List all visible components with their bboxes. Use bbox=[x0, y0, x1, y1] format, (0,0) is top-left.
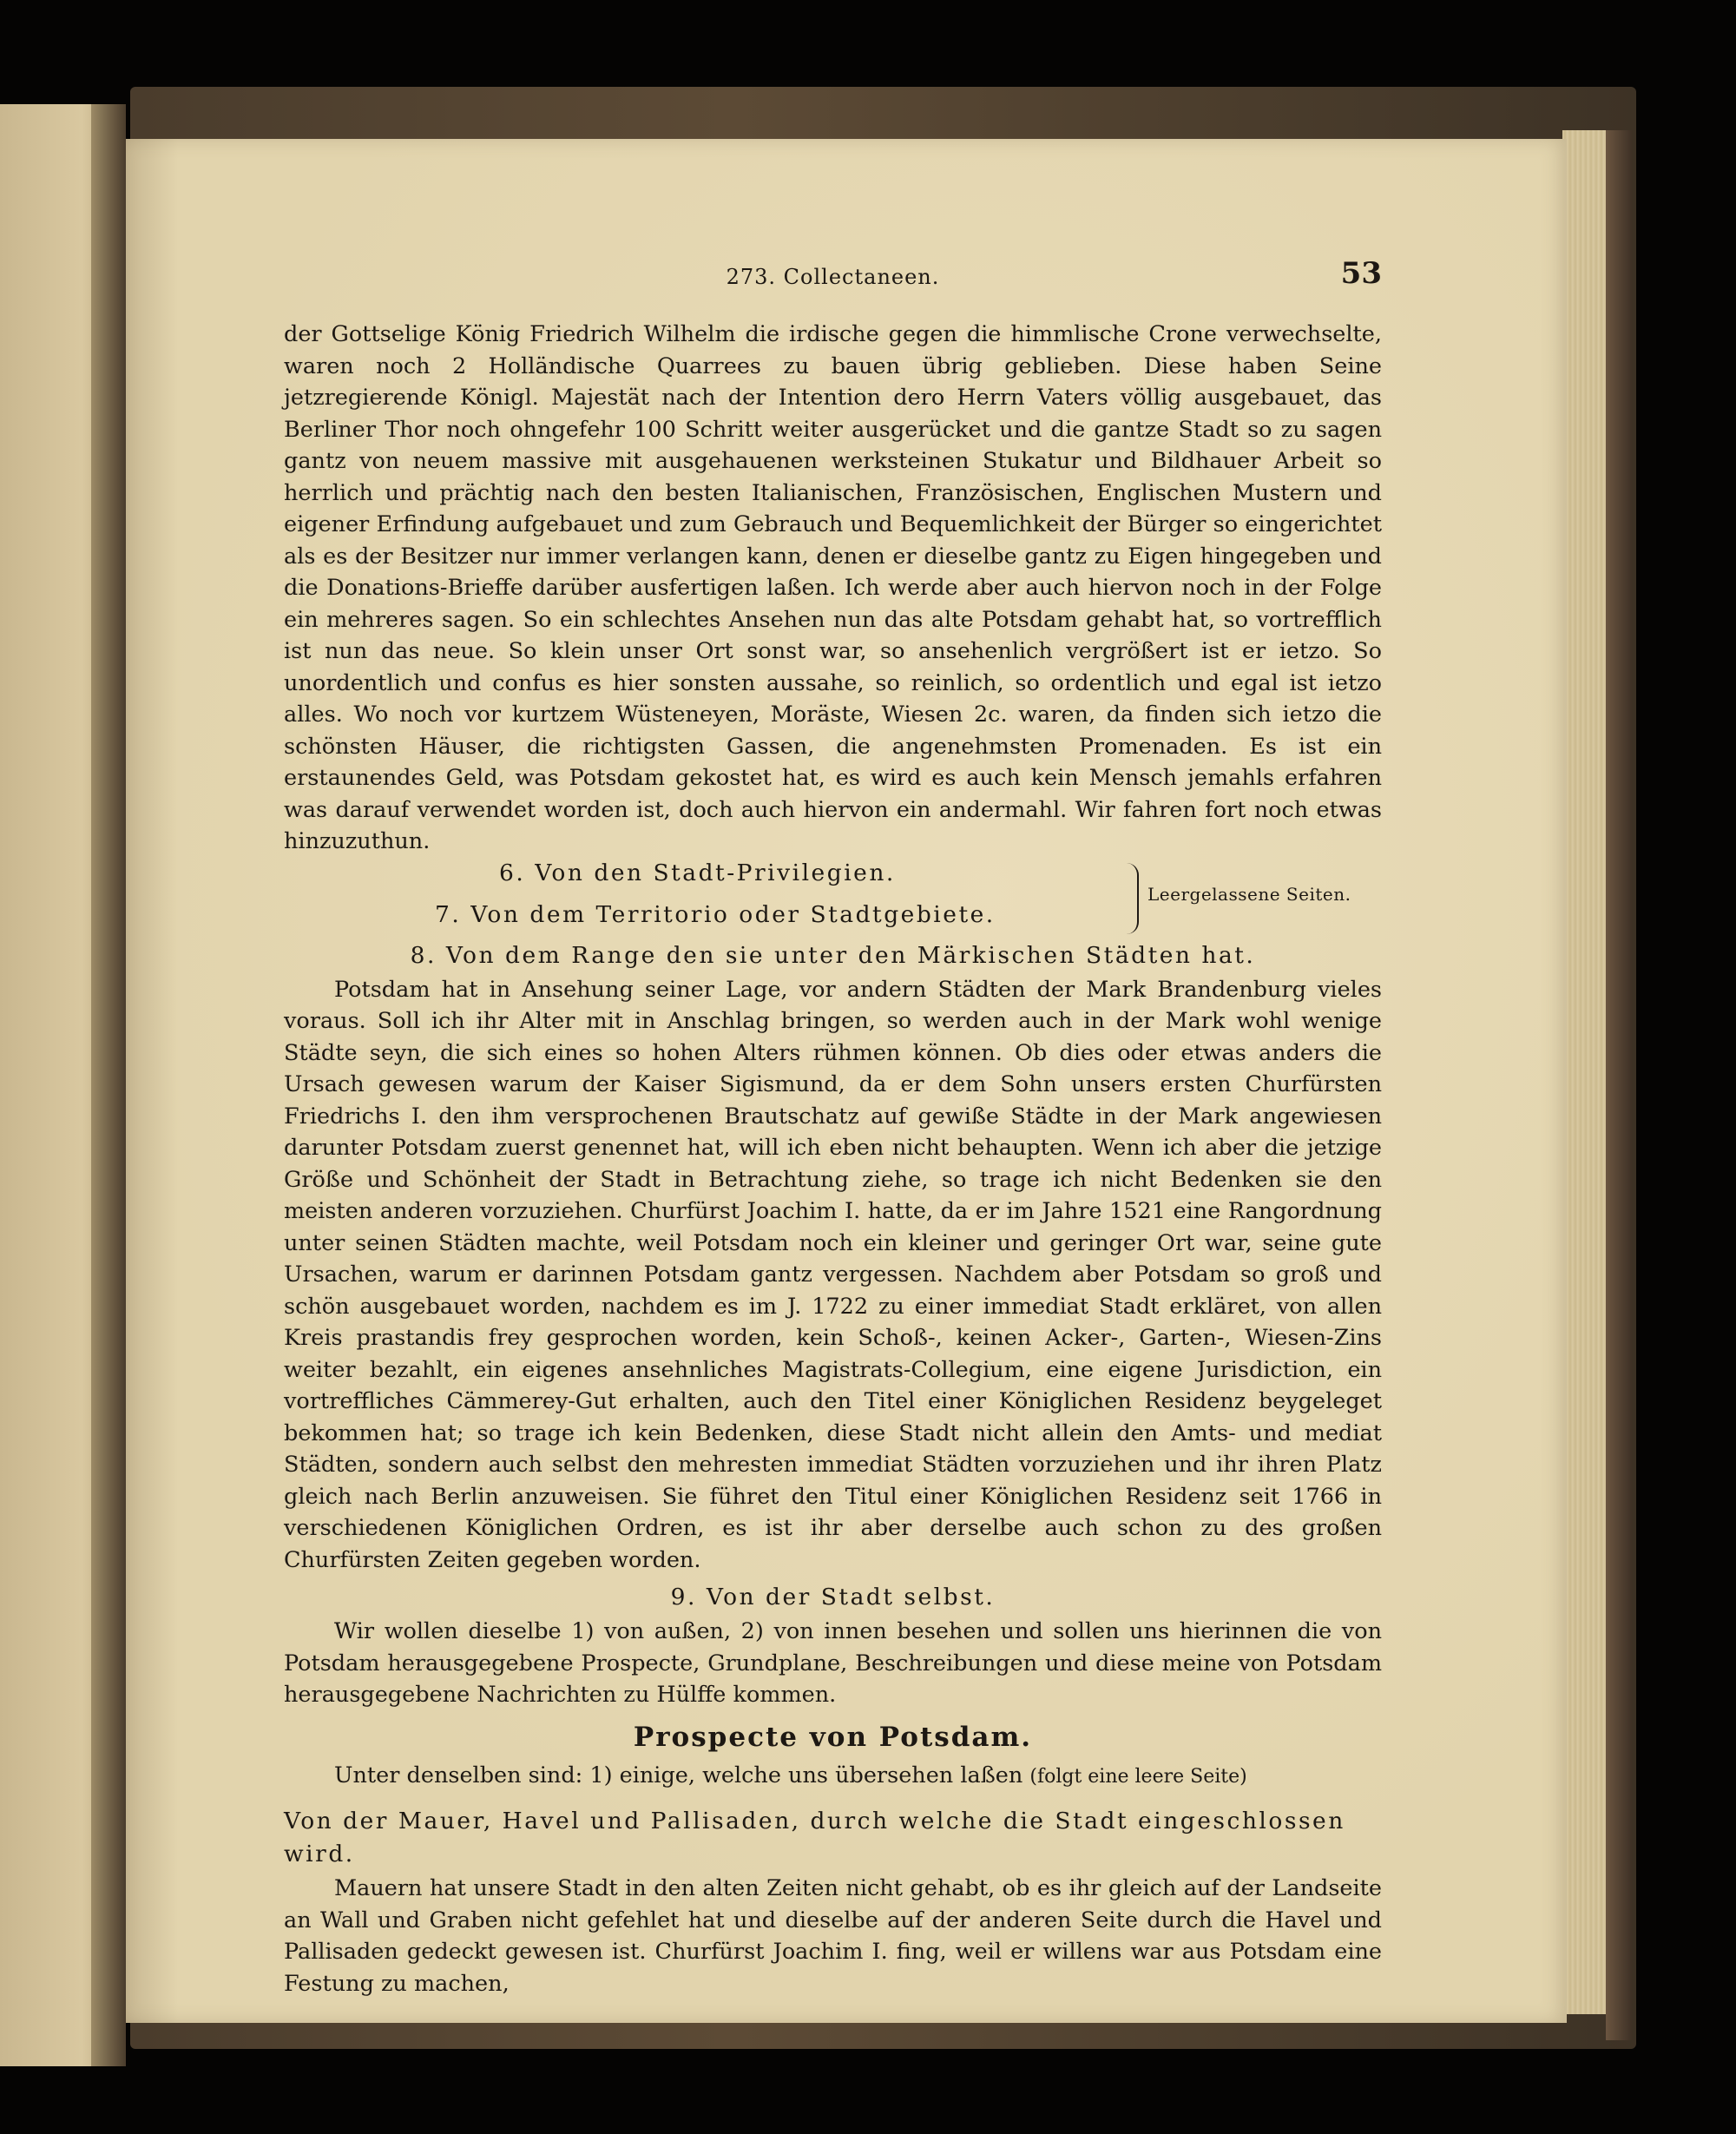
prospecte-text: Unter denselben sind: 1) einige, welche uns übersehen laßen bbox=[334, 1762, 1023, 1788]
page-stack bbox=[1562, 130, 1606, 2014]
brace-mark bbox=[1121, 863, 1139, 934]
page-text bbox=[284, 256, 1382, 1999]
cover-edge bbox=[1606, 130, 1632, 2040]
page-header bbox=[284, 256, 1382, 308]
book-gutter bbox=[91, 104, 126, 2066]
heading-mauer: Von der Mauer, Havel und Pallisaden, durch welche die Stadt eingeschlossen wird. bbox=[284, 1808, 1345, 1867]
page-number: 53 bbox=[1340, 256, 1382, 291]
heading-prospecte: Prospecte von Potsdam. bbox=[633, 1721, 1033, 1753]
section-6-7-block bbox=[284, 858, 1382, 934]
paragraph-intro: der Gottselige König Friedrich Wilhelm die irdische gegen die himmlische Crone verwechselte, waren noch 2 Holländische Quarrees zu bauen übrig geblieben. Diese haben Seine jetzregierende Königl. Majestät nach der Intention dero Herrn Vaters völlig ausgebauet, das Berliner Thor noch ohngefehr 100 Schritt weiter ausgerücket und die gantze Stadt so zu sagen gantz von neuem massive mit ausgehauenen werksteinen Stukatur und Bildhauer Arbeit so herrlich und prächtig nach den besten Italianischen, Französischen, Englischen Mustern und eigener Erfindung aufgebauet und zum Gebrauch und Bequemlichkeit der Bürger so eingerichtet als es der Besitzer nur immer verlangen kann, denen er dieselbe gantz zu Eigen hingegeben und die Donations-Brieffe darüber ausfertigen laßen. Ich werde aber auch hiervon noch in der Folge ein mehreres sagen. So ein schlechtes Ansehen nun das alte Potsdam gehabt hat, so vortrefflich ist nun das neue. So klein unser Ort sonst war, so ansehenlich vergrößert ist er ietzo. So unordentlich und confus es hier sonsten aussahe, so reinlich, so ordentlich und egal ist ietzo alles. Wo noch vor kurtzem Wüsteneyen, Moräste, Wiesen 2c. waren, da finden sich ietzo die schönsten Häuser, die richtigsten Gassen, die angenehmsten Promenaden. Es ist ein erstaunendes Geld, was Potsdam gekostet hat, es wird es auch kein Mensch jemahls erfahren was darauf verwendet worden ist, doch auch hiervon ein andermahl. Wir fahren fort noch etwas hinzuzuthun. bbox=[284, 321, 1382, 854]
right-page bbox=[126, 139, 1567, 2023]
paragraph-prospecte bbox=[284, 1760, 1382, 1794]
paragraph-section-9: Wir wollen dieselbe 1) von außen, 2) von innen besehen und sollen uns hierinnen die von Potsdam herausgegebene Prospecte, Grundplane, Beschreibungen und diese meine von Potsdam herausgegebene Nachrichten zu Hülffe kommen. bbox=[284, 1618, 1382, 1708]
spacer bbox=[284, 1793, 1382, 1800]
heading-section-6: 6. Von den Stadt-Privilegien. bbox=[499, 859, 896, 886]
running-title: 273. Collectaneen. bbox=[726, 265, 940, 289]
sidenote-blank-pages: Leergelassene Seiten. bbox=[1147, 883, 1351, 905]
heading-section-9: 9. Von der Stadt selbst. bbox=[670, 1584, 996, 1610]
paragraph-section-8: Potsdam hat in Ansehung seiner Lage, vor andern Städten der Mark Brandenburg vieles voraus. Soll ich ihr Alter mit in Anschlag bringen, so werden auch in der Mark wohl wenige Städte seyn, die sich eines so hohen Alters rühmen können. Ob dies oder etwas anders die Ursach gewesen warum der Kaiser Sigismund, da er dem Sohn unsers ersten Churfürsten Friedrichs I. den ihm versprochenen Brautschatz auf gewiße Städte in der Mark angewiesen darunter Potsdam zuerst genennet hat, will ich eben nicht behaupten. Wenn ich aber die jetzige Größe und Schönheit der Stadt in Betrachtung ziehe, so trage ich nicht Bedenken sie den meisten anderen vorzuziehen. Churfürst Joachim I. hatte, da er im Jahre 1521 eine Rangordnung unter seinen Städten machte, weil Potsdam noch ein kleiner und geringer Ort war, seine gute Ursachen, warum er darinnen Potsdam gantz vergessen. Nachdem aber Potsdam so groß und schön ausgebauet worden, nachdem es im J. 1722 zu einer immediat Stadt erkläret, von allen Kreis prastandis frey gesprochen worden, kein Schoß-, keinen Acker-, Garten-, Wiesen-Zins weiter bezahlt, ein eigenes ansehnliches Magistrats-Collegium, eine eigene Jurisdiction, ein vortreffliches Cämmerey-Gut erhalten, auch den Titel einer Königlichen Residenz beygeleget bekommen hat; so trage ich kein Bedenken, diese Stadt nicht allein den Amts- und mediat Städten, sondern auch selbst den mehresten immediat Städten vorzuziehen und ihr ihren Platz gleich nach Berlin anzuweisen. Sie führet den Titul einer Königlichen Residenz seit 1766 in verschiedenen Königlichen Ordren, es ist ihr aber derselbe auch schon zu des großen Churfürsten Zeiten gegeben worden. bbox=[284, 976, 1382, 1573]
heading-section-8: 8. Von dem Range den sie unter den Märkischen Städten hat. bbox=[410, 941, 1256, 969]
paragraph-mauer: Mauern hat unsere Stadt in den alten Zeiten nicht gehabt, ob es ihr gleich auf der Landseite an Wall und Graben nicht gefehlet hat und dieselbe auf der anderen Seite durch die Havel und Pallisaden gedeckt gewesen ist. Churfürst Joachim I. fing, weil er willens war aus Potsdam eine Festung zu machen, bbox=[284, 1875, 1382, 1997]
prospecte-note: (folgt eine leere Seite) bbox=[1029, 1765, 1247, 1788]
heading-section-7: 7. Von dem Territorio oder Stadtgebiete. bbox=[435, 900, 996, 928]
